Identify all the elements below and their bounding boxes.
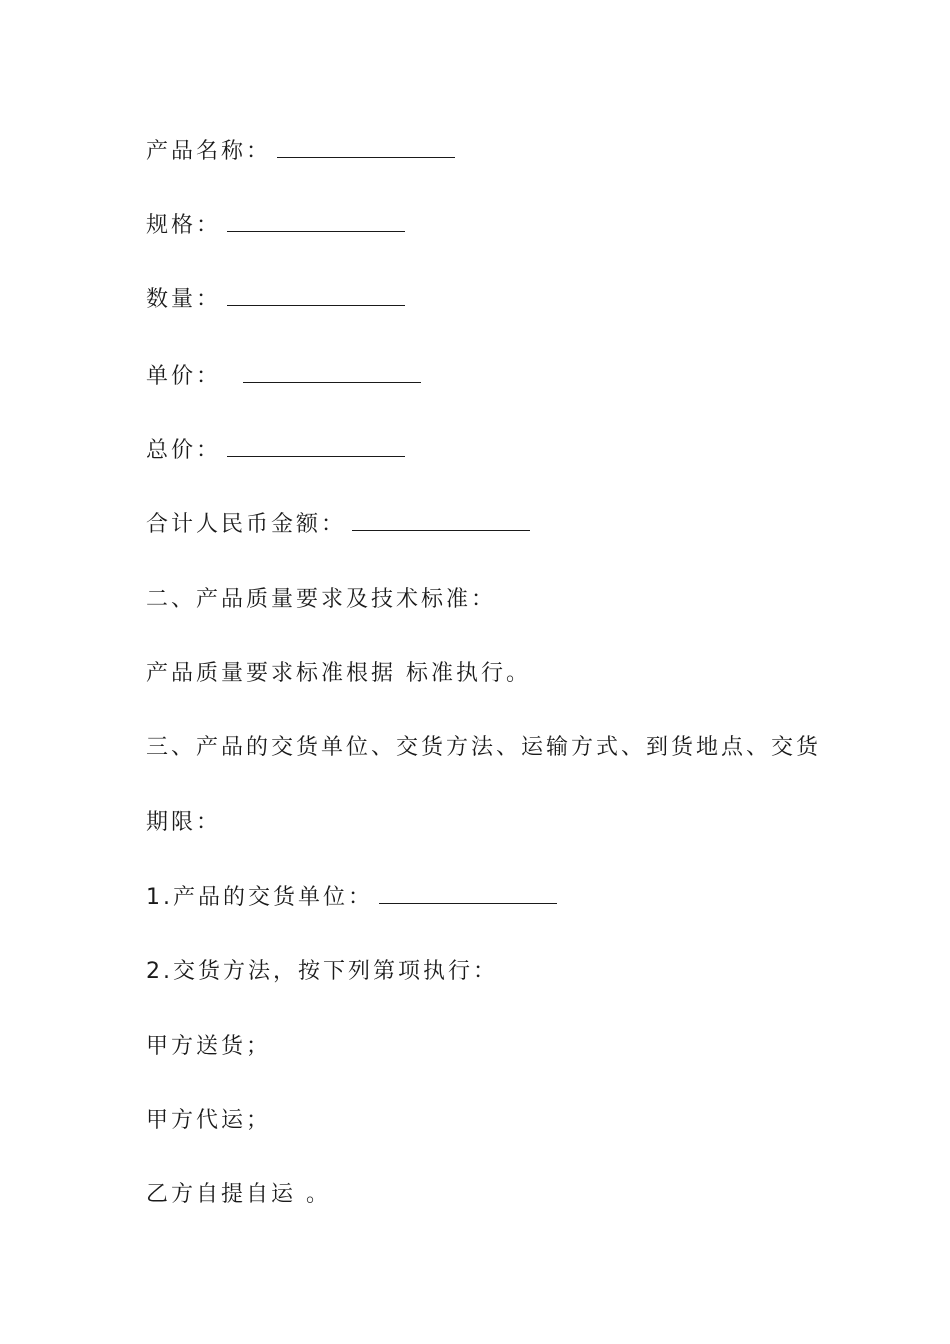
delivery-unit-blank[interactable]: [379, 883, 557, 904]
quantity-field: [146, 285, 405, 315]
section2-heading: 二、产品质量要求及技术标准：: [146, 587, 497, 612]
delivery-method-item: 2.交货方法，按下列第项执行：: [146, 959, 498, 984]
spec-label: 规格：: [146, 213, 222, 238]
total-price-field: [146, 436, 405, 466]
delivery-unit-label: 1.产品的交货单位：: [146, 885, 373, 910]
delivery-option-2: 甲方代运；: [146, 1108, 272, 1133]
total-rmb-field: [146, 510, 530, 540]
delivery-option-1: 甲方送货；: [146, 1034, 272, 1059]
total-rmb-label: 合计人民币金额：: [146, 512, 347, 537]
total-price-label: 总价：: [146, 438, 222, 463]
spec-field: [146, 211, 405, 241]
product-name-field: [146, 137, 455, 167]
section3-heading-line1: 三、产品的交货单位、交货方法、运输方式、到货地点、交货: [146, 735, 822, 760]
unit-price-field: [146, 362, 421, 392]
product-name-label: 产品名称：: [146, 139, 272, 164]
total-price-blank[interactable]: [227, 436, 405, 457]
unit-price-label: 单价：: [146, 364, 222, 389]
delivery-unit-field: [146, 883, 557, 913]
quantity-label: 数量：: [146, 287, 222, 312]
total-rmb-blank[interactable]: [352, 510, 530, 531]
spec-blank[interactable]: [227, 211, 405, 232]
delivery-option-3: 乙方自提自运 。: [146, 1182, 331, 1207]
quantity-blank[interactable]: [227, 285, 405, 306]
section2-body: 产品质量要求标准根据 标准执行。: [146, 661, 531, 686]
unit-price-blank[interactable]: [243, 362, 421, 383]
section3-heading-line2: 期限：: [146, 810, 222, 835]
product-name-blank[interactable]: [277, 137, 455, 158]
